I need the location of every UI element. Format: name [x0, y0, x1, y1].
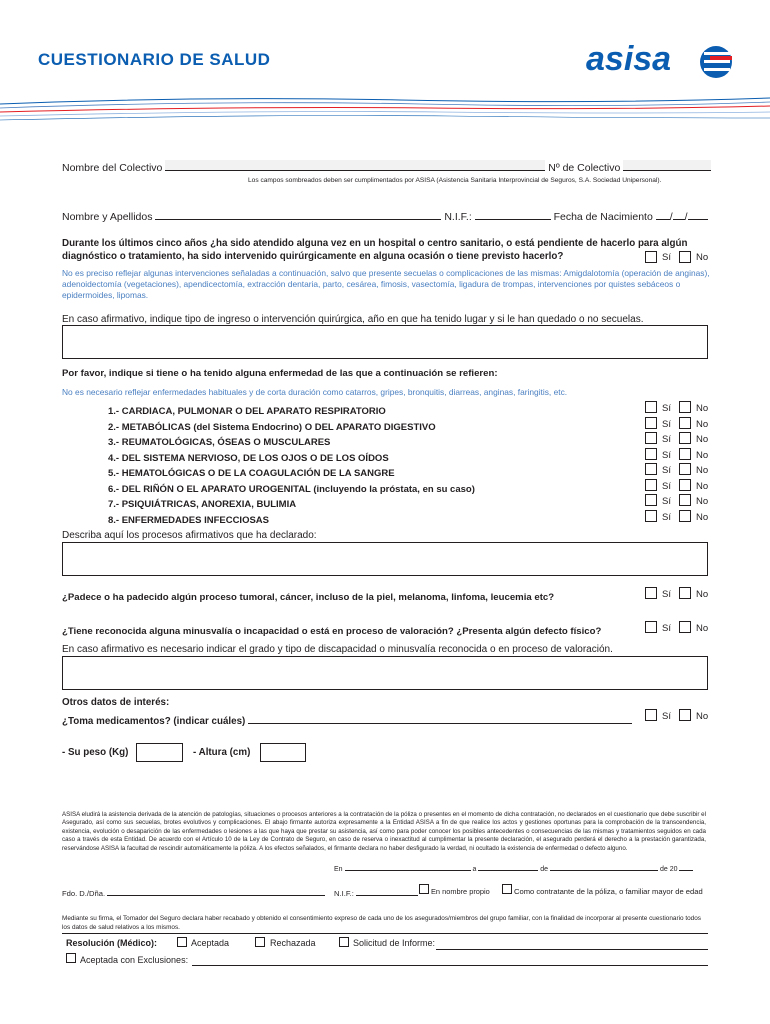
height-field[interactable]	[260, 743, 306, 762]
header-wave-lines	[0, 92, 770, 132]
disease-item: 7.- PSIQUIÁTRICAS, ANOREXIA, BULIMIA	[108, 499, 297, 510]
signature-field[interactable]	[107, 887, 325, 896]
disease-no-checkbox[interactable]	[679, 463, 691, 475]
a-label: a	[472, 866, 477, 873]
de-label: de	[540, 866, 549, 873]
no-label: No	[696, 403, 709, 414]
disease-item: 8.- ENFERMEDADES INFECCIOSAS	[108, 515, 269, 526]
disease-no-checkbox[interactable]	[679, 401, 691, 413]
disease-detail-label: Describa aquí los procesos afirmativos que ha declarado:	[62, 530, 317, 541]
disease-no-checkbox[interactable]	[679, 479, 691, 491]
signature-nif-label: N.I.F.:	[334, 889, 354, 898]
disease-yes-checkbox[interactable]	[645, 448, 657, 460]
yes-label: Sí	[662, 450, 671, 461]
signature-row	[62, 887, 325, 898]
year-field[interactable]	[679, 863, 693, 871]
yes-label: Sí	[662, 496, 671, 507]
disease-yes-checkbox[interactable]	[645, 479, 657, 491]
day-field[interactable]	[478, 863, 538, 871]
signature-nif-row	[334, 887, 418, 898]
medication-no-checkbox[interactable]	[679, 709, 691, 721]
disease-item: 1.- CARDIACA, PULMONAR O DEL APARATO RESPIRATORIO	[108, 406, 386, 417]
rejected-label: Rechazada	[270, 938, 316, 948]
report-request-label: Solicitud de Informe:	[353, 938, 436, 948]
nif-field[interactable]	[475, 209, 551, 220]
asisa-logo	[586, 38, 736, 80]
yes-label: Sí	[662, 481, 671, 492]
disease-no-checkbox[interactable]	[679, 494, 691, 506]
no-label: No	[696, 450, 709, 461]
nif-label: N.I.F.:	[444, 211, 472, 223]
page-title: CUESTIONARIO DE SALUD	[38, 50, 271, 69]
yes-label: Sí	[662, 711, 671, 722]
disability-no-checkbox[interactable]	[679, 621, 691, 633]
name-label: Nombre y Apellidos	[62, 211, 153, 223]
accepted-label: Aceptada	[191, 938, 230, 948]
disease-yes-checkbox[interactable]	[645, 417, 657, 429]
report-request-checkbox[interactable]	[339, 937, 349, 947]
disability-yes-checkbox[interactable]	[645, 621, 657, 633]
colectivo-number-label: Nº de Colectivo	[548, 162, 621, 174]
disease-yes-checkbox[interactable]	[645, 432, 657, 444]
birth-day-field[interactable]	[656, 209, 670, 220]
disease-yes-checkbox[interactable]	[645, 401, 657, 413]
tumor-yes-checkbox[interactable]	[645, 587, 657, 599]
no-label: No	[696, 481, 709, 492]
consent-text: Mediante su firma, el Tomador del Seguro declara haber recabado y obtenido el consentimiento expreso de cada uno de los asegurados/miembros del grupo familiar, con la finalidad de incorporar al presente cuestionario todos los datos de salud relativos a los mismos.	[62, 915, 701, 931]
disease-item: 3.- REUMATOLÓGICAS, ÓSEAS O MUSCULARES	[108, 437, 331, 448]
colectivo-name-label: Nombre del Colectivo	[62, 162, 163, 174]
disease-no-checkbox[interactable]	[679, 417, 691, 429]
birth-month-field[interactable]	[673, 209, 685, 220]
de20-label: de 20	[659, 866, 678, 873]
yes-label: Sí	[662, 434, 671, 445]
birthdate-label: Fecha de Nacimiento	[553, 211, 653, 223]
colectivo-row	[62, 160, 711, 174]
yes-label: Sí	[662, 512, 671, 523]
disease-item: 2.- METABÓLICAS (del Sistema Endocrino) O DEL APARATO DIGESTIVO	[108, 422, 436, 433]
signature-nif-field[interactable]	[356, 887, 418, 896]
disease-no-checkbox[interactable]	[679, 448, 691, 460]
no-label: No	[696, 512, 709, 523]
medication-label: ¿Toma medicamentos? (indicar cuáles)	[62, 716, 246, 727]
disability-detail-field[interactable]	[62, 656, 708, 690]
divider	[62, 933, 708, 934]
no-label: No	[696, 711, 709, 722]
yes-label: Sí	[662, 589, 671, 600]
personal-row	[62, 209, 708, 223]
accepted-exclusions-checkbox[interactable]	[66, 953, 76, 963]
no-label: No	[696, 465, 709, 476]
yes-label: Sí	[662, 419, 671, 430]
name-field[interactable]	[155, 209, 441, 220]
no-label: No	[696, 496, 709, 507]
contractor-checkbox[interactable]	[502, 884, 512, 894]
rejected-checkbox[interactable]	[255, 937, 265, 947]
hospital-question: Durante los últimos cinco años ¿ha sido atendido alguna vez en un hospital o centro sanitario, o está pendiente de hacerlo para algún diagnóstico o tratamiento, ha sido intervenido quirúrgicamente en alguna ocasión o tiene previsto hacerlo?	[62, 238, 688, 262]
disability-question: ¿Tiene reconocida alguna minusvalía o incapacidad o está en proceso de valoración? ¿Presenta algún defecto físico?	[62, 626, 602, 637]
height-label: - Altura (cm)	[193, 747, 251, 758]
medication-field[interactable]	[248, 713, 632, 724]
other-data-title: Otros datos de interés:	[62, 697, 170, 708]
disease-detail-field[interactable]	[62, 542, 708, 576]
disease-yes-checkbox[interactable]	[645, 510, 657, 522]
no-label: No	[696, 252, 709, 263]
place-field[interactable]	[345, 863, 471, 871]
colectivo-number-field[interactable]	[623, 160, 711, 171]
hospital-no-checkbox[interactable]	[679, 251, 691, 263]
exclusions-field[interactable]	[192, 965, 708, 966]
disease-no-checkbox[interactable]	[679, 432, 691, 444]
tumor-no-checkbox[interactable]	[679, 587, 691, 599]
disease-question: Por favor, indique si tiene o ha tenido alguna enfermedad de las que a continuación se refieren:	[62, 368, 498, 379]
logo-text: asisa	[586, 40, 672, 78]
contractor-label: Como contratante de la póliza, o familiar mayor de edad	[514, 887, 703, 896]
yes-label: Sí	[662, 252, 671, 263]
medication-yes-checkbox[interactable]	[645, 709, 657, 721]
yes-label: Sí	[662, 403, 671, 414]
disease-item: 5.- HEMATOLÓGICAS O DE LA COAGULACIÓN DE LA SANGRE	[108, 468, 395, 479]
date-sep: /	[669, 211, 673, 223]
hospital-yes-checkbox[interactable]	[645, 251, 657, 263]
weight-field[interactable]	[136, 743, 183, 762]
disease-no-checkbox[interactable]	[679, 510, 691, 522]
hospital-detail-field[interactable]	[62, 325, 708, 359]
month-field[interactable]	[550, 863, 658, 871]
disease-item: 4.- DEL SISTEMA NERVIOSO, DE LOS OJOS O DE LOS OÍDOS	[108, 453, 389, 464]
legal-text: ASISA eludirá la asistencia derivada de la atención de patologías, situaciones o procesos anteriores a la contratación de la póliza o presentes en el momento de dicha contratación, no declarados en el cuestionario que debe suscribir el Asegurado, así como sus secuelas, brotes evolutivos y complicaciones. El abajo firmante autoriza expresamente a la Entidad ASISA a fin de que realice los actos y gestiones oportunas para la comprobación de la transcendencia, existencia, evolución o desaparición de las enfermedades o lesiones a las que haya que prestar su asistencia, así como para poder conocer los posibles antecedentes o consecuencias de las mismas y tratamientos seguidos en cada caso a través de esta Entidad. De acuerdo con el Artículo 10 de la Ley de Contrato de Seguro, en caso de reserva o inexactitud al cumplimentar la presente declaración, el asegurado perderá el derecho a la prestación garantizada, reservándose ASISA la facultad de rescindir automáticamente la póliza. A los efectos señalados, el firmante declara no haber desfigurado la verdad, ni ocultado la existencia de enfermedad o defecto alguno.	[62, 811, 706, 852]
date-sep: /	[684, 211, 688, 223]
place-date-row	[334, 863, 693, 873]
colectivo-name-field[interactable]	[165, 160, 545, 171]
resolution-label: Resolución (Médico):	[66, 938, 158, 948]
colectivo-note: Los campos sombreados deben ser cumplimentados por ASISA (Asistencia Sanitaria Interprovincial de Seguros, S.A. Sociedad Unipersonal).	[248, 177, 662, 184]
own-name-label: En nombre propio	[431, 887, 490, 896]
hospital-detail-label: En caso afirmativo, indique tipo de ingreso o intervención quirúrgica, año en que ha tenido lugar y si le han quedado o no secuelas.	[62, 314, 644, 325]
report-request-field[interactable]	[436, 949, 708, 950]
no-label: No	[696, 623, 709, 634]
disease-item: 6.- DEL RIÑÓN O EL APARATO UROGENITAL (incluyendo la próstata, en su caso)	[108, 484, 475, 495]
own-name-checkbox[interactable]	[419, 884, 429, 894]
tumor-question: ¿Padece o ha padecido algún proceso tumoral, cáncer, incluso de la piel, melanoma, linfoma, leucemia etc?	[62, 592, 555, 603]
no-label: No	[696, 434, 709, 445]
accepted-exclusions-label: Aceptada con Exclusiones:	[80, 955, 189, 965]
accepted-checkbox[interactable]	[177, 937, 187, 947]
hospital-note: No es preciso reflejar algunas intervenciones señaladas a continuación, salvo que presente secuelas o complicaciones de las mismas: Amigdalotomía (operación de anginas), adenoidectomía (vegetaciones), apendicectomía, extracción dentaria, parto, cesárea, fimosis, vasectomía, ligadura de trompas, intervenciones por quistes sebáceos o epidermoides, lipomas.	[62, 268, 710, 301]
no-label: No	[696, 419, 709, 430]
no-label: No	[696, 589, 709, 600]
yes-label: Sí	[662, 465, 671, 476]
weight-label: - Su peso (Kg)	[62, 747, 129, 758]
disease-note: No es necesario reflejar enfermedades habituales y de corta duración como catarros, gripes, bronquitis, diarreas, anginas, faringitis, etc.	[62, 387, 568, 397]
disability-detail-label: En caso afirmativo es necesario indicar el grado y tipo de discapacidad o minusvalía reconocida o en proceso de valoración.	[62, 644, 613, 655]
medication-row	[62, 713, 632, 727]
signature-label: Fdo. D./Dña.	[62, 889, 106, 898]
birth-year-field[interactable]	[688, 209, 708, 220]
en-label: En	[334, 866, 343, 873]
yes-label: Sí	[662, 623, 671, 634]
disease-yes-checkbox[interactable]	[645, 463, 657, 475]
disease-yes-checkbox[interactable]	[645, 494, 657, 506]
